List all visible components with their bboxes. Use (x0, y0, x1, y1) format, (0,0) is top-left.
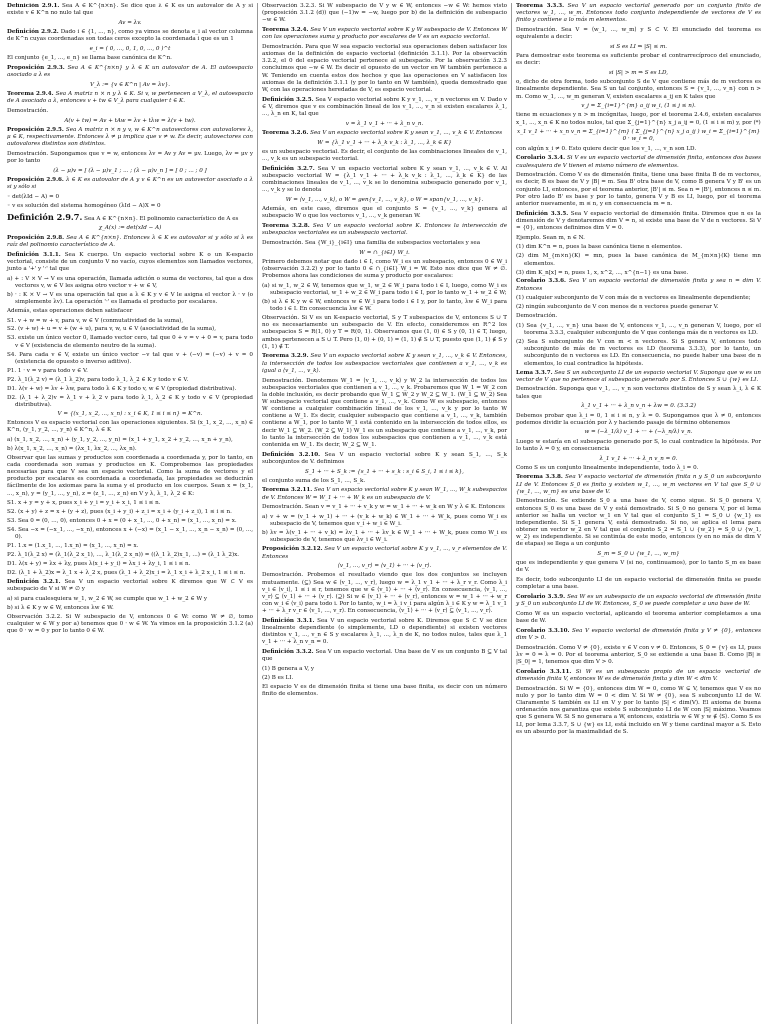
statement-heading: Teorema 3.3.8. (516, 474, 563, 481)
paragraph (7, 91, 253, 105)
paragraph (7, 29, 253, 43)
statement-heading: Definición 3.2.1. (7, 579, 61, 586)
statement-text: es un subespacio vectorial. Es decir, el conjunto de las combinaciones lineales de v_1, ..., v_k es un subespacio vectorial. (262, 148, 507, 162)
equation: e_i = ( 0, ..., 0, 1, 0, ..., 0 )^t (89, 45, 171, 52)
paragraph (7, 127, 253, 148)
equation: V = {(x_1, x_2, ..., x_n) : x_i ∈ K, 1 ≤ i ≤ n} = K^n. (57, 410, 203, 417)
equation: si S es LI ⇒ |S| ≤ m. (609, 43, 668, 50)
paragraph (516, 628, 761, 642)
statement-text: Demostración. Como V es de dimensión finita, tiene una base finita B de m vectores, es decir, B es base de V y |B| = m. Sea B' otra base de V, como B genera V y B' es un conjunto LI, entonces, por el teorema anterior, |B'| ≤ m. Sea n = |B'|, entonces n ≤ m. Por otro lado B' es base y por lo tanto, genera V y B es LI, luego, por el teorema anterior nuevamente, m ≤ n, y en consecuencia m = n. (516, 172, 761, 207)
statement-text: Observación. Si V es un K-espacio vectorial, S y T subespacios de V, entonces S ∪ T no es necesariamente un subespacio de V. En efecto, consideremos en R^2 los subespacios S = R(1, 0) y T = R(0, 1). Observamos que (1, 0) ∈ S y (0, 1) ∈ T, luego, ambos pertenecen a S ∪ T. Pero (1, 0) + (0, 1) = (1, 1) ∉ S ∪ T, puesto que (1, 1) ∉ S y (1, 1) ∉ T. (262, 315, 507, 350)
paragraph (516, 53, 761, 67)
statement-heading: Definición 3.1.1. (7, 251, 61, 258)
equation: x_1 v_1 + ··· + x_n v_n = Σ_{i=1}^{m} ( Σ_{j=1}^{n} x_j a_ij ) w_i = Σ_{i=1}^{m} 0 · w_i = 0, (516, 129, 761, 143)
statement-text: Demostración. Si W = {0}, entonces dim W = 0, como W ⊊ V, tenemos que V es no nulo y por lo tanto dim W = 0 < dim V. Si W ≠ {0}, sea S subconjunto LI de W. Claramente S también es LI en V y por lo tanto |S| < dim(V). El axioma de buena ordenación nos garantiza que existe S subconjunto LI de W con |S| máximo. Veamos que S genera W. Si S no generara a W, entonces, existiría w ∈ W y w ∉ ⟨S⟩. Como S es LI, por lema 3.3.7, S ∪ {w} es LI, está incluido en W y tiene cardinal mayor a S. Esto es un absurdo por la maximalidad de S. (516, 685, 761, 735)
statement-text: Sea V un espacio vectorial de dimensión finita y sea n = dim V. Entonces (516, 278, 762, 292)
equation: W = ⟨v_1, ..., v_k⟩, o W = gen{v_1, ..., v_k}, o W = span{v_1, ..., v_k}. (285, 196, 484, 203)
statement-heading: Proposición 2.9.8. (7, 234, 65, 241)
statement-text: Sea V un espacio vectorial. Una base de V es un conjunto B ⊆ V tal que (262, 649, 508, 663)
paragraph (516, 645, 761, 666)
list-item: S1. v + w = w + v, para v, w ∈ V (conmutatividad de la suma), (7, 317, 184, 324)
paragraph (262, 259, 507, 280)
statement-text: Demostración. Sean v = v_1 + ··· + v_k y w = w_1 + ··· + w_k en W y λ ∈ K. Entonces (262, 504, 505, 511)
equation: A(v + tw) = Av + tAw = λv + tλw = λ(v + tw). (64, 117, 196, 124)
list-item: a) v + w = (v_1 + w_1) + ··· + (v_k + w_k) ∈ W_1 + ··· + W_k, pues como W_i es subespacio de V, tenemos que v_i + w_i ∈ W_i. (262, 514, 507, 528)
paragraph (7, 420, 253, 434)
paragraph (7, 55, 253, 62)
list-item: S3. existe un único vector 0, llamado vector cero, tal que 0 + v = v + 0 = v, para todo v ∈ V (existencia de elemento neutro de la suma). (7, 335, 253, 349)
list-item: P2. λ_1(λ_2 v) = (λ_1 λ_2)v, para todo λ_1, λ_2 ∈ K y todo v ∈ V. (7, 376, 189, 383)
paragraph (262, 649, 507, 663)
list-item: (2) Sea S subconjunto de V con m < n vectores. Si S genera V, entonces todo subconjunto de más de m vectores es LD (teorema 3.3.3), por lo tanto, un subconjunto de n vectores es LD. En consecuencia, no puede haber una base de n elementos, lo cual contradice la hipótesis. (516, 339, 761, 367)
paragraph (262, 487, 507, 501)
list-item: (1) B genera a V, y (262, 666, 315, 673)
paragraph (516, 370, 761, 384)
equation: S_m = S_0 ∪ {w_1, ..., w_m} (597, 551, 680, 558)
statement-heading: Definición 2.9.1. (7, 3, 60, 9)
paragraph (516, 686, 761, 736)
statement-heading: Teorema 3.2.4. (262, 27, 309, 34)
statement-text: Entonces V es espacio vectorial con las operaciones siguientes. Si (x_1, x_2, ..., x_n) ∈ K^n, (y_1, y_2, ..., y_n) ∈ K^n, λ ∈ K (7, 419, 253, 434)
statement-text: Sea S un subconjunto LI de un espacio vectorial V. Suponga que w es un vector de V que no pertenece al subespacio generado por S. Entonces S ∪ {w} es LI. (516, 369, 761, 383)
equation: λ_1 v_1 + ··· + λ_n v_n = 0. (599, 455, 678, 462)
list-item: a) (x_1, x_2, ..., x_n) + (y_1, y_2, ..., y_n) = (x_1 + y_1, x_2 + y_2, ..., x_n + y_n), (7, 436, 233, 443)
statement-heading: Definición 3.3.5. (516, 210, 569, 217)
statement-text: Luego w estaría en el subespacio generado por S, lo cual contradice la hipótesis. Por lo tanto λ = 0 y, en consecuencia (516, 438, 761, 452)
paragraph (7, 235, 253, 249)
paragraph (516, 611, 761, 625)
list-item: (1) dim K^n = n, pues la base canónica tiene n elementos. (516, 244, 683, 251)
paragraph (516, 560, 761, 574)
statement-text: Sea K cuerpo. Un espacio vectorial sobre K o un K-espacio vectorial, consiste de un conjunto V no vacío, cuyos elementos son llamados vectores, junto a '+' y '·' tal que (7, 251, 253, 272)
paragraph (7, 212, 253, 223)
paragraph (516, 278, 761, 292)
list-item: S2. (x + y) + z = x + (y + z), pues (x_i + y_i) + z_i = x_i + (y_i + z_i), 1 ≤ i ≤ n. (7, 509, 232, 516)
equation: si |S| > m ⇒ S es LD, (608, 70, 669, 77)
list-item: ◦ det(λId − A) = 0 (7, 193, 60, 200)
paragraph (516, 211, 761, 232)
statement-text: Sea V un espacio vectorial sobre K. Entonces la intersección de subespacios vectoriales es un subespacio vectorial. (262, 222, 508, 237)
statement-heading: Corolario 3.3.4. (516, 155, 566, 162)
statement-text: El espacio V es de dimensión finita si tiene una base finita, es decir con un número finito de elementos. (262, 683, 507, 698)
paragraph (262, 97, 507, 118)
statement-heading: Definición 3.3.1. (262, 617, 315, 624)
list-item: (2) dim M_{m×n}(K) = mn, pues la base canónica de M_{m×n}(K) tiene mn elementos. (516, 253, 761, 267)
statement-text: Además, estas operaciones deben satisfacer (7, 307, 133, 314)
text-column-right (511, 3, 765, 1024)
statement-heading: Proposición 3.2.12. (262, 546, 323, 553)
statement-text: Ejemplo. Sean m, n ∈ N. (516, 234, 585, 241)
statement-text: Sea A matriz n × n y v, w ∈ K^n autovectores con autovalores λ, μ ∈ K, respectivamente. Entonces λ ≠ μ implica que v ≠ w. Es decir, autovectores con autovalores distintos son distintos. (7, 126, 254, 148)
statement-heading: Definición 2.9.7. (7, 211, 83, 222)
statement-heading: Corolario 3.3.10. (516, 627, 570, 634)
list-item: P1. 1 · v = v para todo v ∈ V. (7, 367, 88, 374)
paragraph (7, 151, 253, 165)
statement-heading: Proposición 2.9.3. (7, 64, 65, 71)
statement-text: Sea V un espacio vectorial sobre K y sean v_1, ..., v_k ∈ V. Entonces, la intersección de todos los subespacios vectoriales que contienen a v_1, ..., v_k es igual a ⟨v_1, ..., v_k⟩. (262, 353, 508, 374)
paragraph (516, 577, 761, 591)
statement-heading: Corolario 3.3.6. (516, 278, 566, 285)
list-item: b) · : K × V → V es una operación tal que a λ ∈ K y v ∈ V le asigna el vector λ · v (o simplemente λv). La operación '·' es llamada el producto por escalares. (7, 291, 253, 305)
statement-text: Si W es un subespacio propio de un espacio vectorial de dimensión finita V, entonces W es de dimensión finita y dim W < dim V. (516, 668, 761, 683)
statement-text: Debemos probar que λ_i = 0, 1 ≤ i ≤ n, y λ = 0. Supongamos que λ ≠ 0, entonces podemos dividir la ecuación por λ y haciendo pasaje de término obtenemos (516, 412, 761, 426)
paragraph (7, 308, 253, 315)
paragraph (262, 206, 507, 220)
statement-heading: Definición 3.2.7. (262, 165, 315, 172)
list-item: D2. (λ_1 + λ_2)v = λ_1 v + λ_2 v para todo λ_1, λ_2 ∈ K y todo v ∈ V (propiedad distributiva). (7, 394, 253, 408)
statement-text: Sea V un espacio vectorial sobre K y sean v_1, ..., v_k ∈ V. Entonces (310, 129, 503, 136)
statement-heading: Definición 2.9.2. (7, 29, 59, 36)
statement-text: λ ∈ K es autovalor de A y v ∈ K^n es un autovector asociado a λ si y sólo si (7, 176, 253, 191)
equation: W = {λ_1 v_1 + ··· + λ_k v_k : λ_1, ..., λ_k ∈ K} (317, 139, 452, 146)
list-item: (a) si w_1, w_2 ∈ W, tenemos que w_1, w_2 ∈ W_i para todo i ∈ I, luego, como W_i es subespacio vectorial, w_1 + w_2 ∈ W_i para todo i ∈ I, por lo tanto w_1 + w_2 ∈ W; (262, 282, 507, 296)
paragraph (516, 112, 761, 126)
statement-heading: Teorema 3.3.3. (516, 3, 565, 9)
list-item: a) + : V × V → V es una operación, llamada adición o suma de vectores, tal que a dos vectores v, w ∈ V les asigna otro vector v + w ∈ V, (7, 275, 253, 289)
paragraph (262, 546, 507, 560)
statement-text: Sea V espacio vectorial sobre K y v_1, ..., v_n vectores en V. Dado v ∈ V, diremos que v es combinación lineal de los v_1, ..., v_n si existen escalares λ_1, ..., λ_n en K, tal que (262, 96, 507, 117)
statement-text: Sea A ∈ K^{n×n}. El polinomio característico de A es (84, 215, 239, 222)
paragraph (262, 149, 507, 163)
paragraph (516, 27, 761, 41)
equation: S_1 + ··· + S_k := {s_1 + ··· + s_k : s_i ∈ S_i, 1 ≤ i ≤ k}, (305, 468, 464, 475)
paragraph (262, 240, 507, 247)
equation: Av = λv. (118, 19, 142, 26)
statement-text: Observar que las sumas y productos son coordenada a coordenada y, por lo tanto, en cada coordenada son sumas y productos en K. Comprobemos las propiedades necesarias para que V sea un espacio vectorial. Como la suma de vectores y el producto por escalares es coordenada a coordenada, las propiedades se deducirán fácilmente de los axiomas para la suma y el producto en los cuerpos. Sean x = (x_1, ..., x_n), y = (y_1, ..., y_n), z = (z_1, ..., z_n) en V y λ, λ_1, λ_2 ∈ K: (7, 454, 253, 497)
list-item: (3) dim K_n[x] = n, pues 1, x, x^2, ..., x^{n−1} es una base. (516, 269, 689, 276)
statement-text: Primero debemos notar que dado i ∈ I, como W_i es un subespacio, entonces 0 ∈ W_i (observación 3.2.2) y por lo tanto 0 ∈ ∩_{i∈I} W_i = W. Esto nos dice que W ≠ ∅. Probemos ahora las condiciones de suma y producto por escalares: (262, 258, 507, 280)
equation: χ_A(x) := det(xId − A) (98, 225, 162, 232)
paragraph (262, 478, 507, 485)
statement-text: Sea V un espacio vectorial generado por un conjunto finito de vectores w_1, ..., w_m. Entonces todo conjunto independiente de vectores de V es finito y contiene a lo más m elementos. (516, 3, 762, 24)
equation: (λ − μ)v = [ (λ − μ)v_1 ; ... ; (λ − μ)v_n ] = [ 0 ; ... ; 0 ] (53, 167, 207, 174)
list-item: D1. λ(x + y) = λx + λy, pues λ(x_i + y_i) = λx_i + λy_i, 1 ≤ i ≤ n. (7, 561, 191, 568)
paragraph (516, 498, 761, 548)
statement-heading: Lema 3.3.7. (516, 369, 553, 376)
list-item: P1. 1.x = (1.x_1, ..., 1.x_n) = (x_1, ..., x_n) = x. (7, 543, 139, 550)
statement-text: Demostración. (516, 313, 558, 320)
paragraph (7, 455, 253, 498)
statement-text: Demostración. Suponga que v_1, ..., v_n son vectores distintos de S y sean λ_i, λ ∈ K tales que (516, 386, 761, 400)
paragraph (516, 155, 761, 169)
statement-text: Como S es un conjunto linealmente independiente, todo λ_i = 0. (516, 464, 699, 471)
paragraph (7, 65, 253, 79)
list-item: S1. x + y = y + x, pues x_i + y_i = y_i + x_i, 1 ≤ i ≤ n. (7, 500, 161, 507)
text-column-middle (257, 3, 511, 1024)
paragraph (516, 3, 761, 24)
paragraph (7, 579, 253, 593)
statement-text: El conjunto {e_1, ..., e_n} se llama base canónica de K^n. (7, 55, 172, 62)
paragraph (262, 44, 507, 94)
statement-heading: Proposición 2.9.6. (7, 176, 64, 183)
paragraph (262, 378, 507, 450)
list-item: D2. (λ_1 + λ_2)x = λ_1 x + λ_2 x, pues (λ_1 + λ_2)x_i = λ_1 x_i + λ_2 x_i, 1 ≤ i ≤ n. (7, 570, 246, 577)
statement-text: Observación 3.2.3. Si W subespacio de V y w ∈ W, entonces −w ∈ W: hemos visto (proposición 3.1.2 (d)) que (−1)w = −w, luego por b) de la definición de subespacio −w ∈ W. (262, 3, 507, 24)
statement-heading: Teorema 3.2.8. (262, 222, 310, 229)
statement-heading: Teorema 3.2.9. (262, 353, 309, 360)
statement-text: Observación 3.2.2. Si W subespacio de V, entonces 0 ∈ W: como W ≠ ∅, tomo cualquier w ∈ W y por a) tenemos que 0 · w ∈ W. Ya vimos en la proposición 3.1.2 (a) que 0 · w = 0 y por lo tanto 0 ∈ W. (7, 613, 253, 635)
statement-text: Sea A matriz n × n y λ ∈ K. Si v, w pertenecen a V_λ, el autoespacio de A asociado a λ, entonces v + tw ∈ V_λ para cualquier t ∈ K. (7, 90, 254, 105)
paragraph (516, 146, 761, 153)
statement-text: Es decir, todo subconjunto LI de un espacio vectorial de dimensión finita se puede completar a una base. (516, 577, 761, 591)
statement-text: Demostración. (7, 107, 49, 114)
paragraph (7, 177, 253, 191)
paragraph (516, 594, 761, 608)
list-item: a) si para cualesquiera w_1, w_2 ∈ W, se cumple que w_1 + w_2 ∈ W y (7, 596, 208, 603)
paragraph (262, 27, 507, 41)
statement-heading: Proposición 2.9.5. (7, 126, 64, 133)
paragraph (7, 108, 253, 115)
paragraph (262, 3, 507, 24)
statement-text: el conjunto suma de los S_1, ..., S_k. (262, 477, 366, 484)
statement-heading: Definición 3.2.5. (262, 96, 314, 103)
paragraph (262, 130, 507, 137)
paragraph (262, 452, 507, 466)
statement-text: Si V es un espacio vectorial de dimensión finita, entonces dos bases cualesquiera de V tienen el mismo número de elementos. (516, 155, 761, 169)
list-item: (1) Sea {v_1, ..., v_n} una base de V, entonces v_1, ..., v_n generan V, luego, por el teorema 3.3.3, cualquier subconjunto de V que contenga más de n vectores es LD. (516, 323, 761, 337)
paragraph (262, 504, 507, 511)
statement-text: Sea A ∈ K^{n×n} y λ ∈ K un autovalor de A. El autoespacio asociado a λ es (7, 64, 253, 79)
statement-text: Sea A ∈ K^{n×n}. Se dice que λ ∈ K es un autovalor de A y si existe v ∈ K^n no nulo tal que (7, 3, 254, 17)
paragraph (262, 684, 507, 698)
list-item: (2) B es LI. (262, 675, 294, 682)
statement-text: Demostración. Supongamos que v = w, entonces λv = Av y Av = μv. Luego, λv = μv y por lo tanto (7, 150, 253, 164)
statement-text: Demostración. Probemos el resultado viendo que los dos conjuntos se incluyen mutuamente. (⊆) Sea w ∈ ⟨v_1, ..., v_r⟩, luego w = λ_1 v_1 + ··· + λ_r v_r. Como λ_i v_i ∈ ⟨v_i⟩, 1 ≤ i ≤ r, tenemos que w ∈ ⟨v_1⟩ + ··· + ⟨v_r⟩. En consecuencia, ⟨v_1, ..., v_r⟩ ⊆ ⟨v_1⟩ + ··· + ⟨v_r⟩. (⊇) Si w ∈ ⟨v_1⟩ + ··· + ⟨v_r⟩, entonces w = w_1 + ··· + w_r con w_i ∈ ⟨v_i⟩ para todo i. Por lo tanto, w_i = λ_i v_i para algún λ_i ∈ K y w = λ_1 v_1 + ··· + λ_r v_r ∈ ⟨v_1, ..., v_r⟩. En consecuencia, ⟨v_1⟩ + ··· + ⟨v_r⟩ ⊆ ⟨v_1, ..., v_r⟩. (262, 572, 507, 615)
paragraph (262, 353, 507, 374)
list-item: (2) ningún subconjunto de V con menos de n vectores puede generar V. (516, 304, 719, 311)
statement-text: Demostración. Como V ≠ {0}, existe v ∈ V con v ≠ 0. Entonces, S_0 = {v} es LI, pues λv = 0 ⇒ λ = 0. Por el teorema anterior, S_0 se extiende a una base B. Como |B| ≥ |S_0| = 1, tenemos que dim V > 0. (516, 644, 761, 666)
statement-text: Demostración. Sea V = ⟨w_1, ..., w_m⟩ y S ⊂ V. El enunciado del teorema es equivalente a decir: (516, 27, 761, 41)
statement-text: Demostración. Denotemos W_1 = ⟨v_1, ..., v_k⟩ y W_2 la intersección de todos los subespacios vectoriales que contienen a v_1, ..., v_k. Probaremos que W_1 = W_2 con la doble inclusión, es decir probando que W_1 ⊆ W_2 y W_2 ⊆ W_1. (W_1 ⊆ W_2) Sea W subespacio vectorial que contiene a v_1, ..., v_k. Como W es subespacio, entonces W contiene a cualquier combinación lineal de los v_1, ..., v_k y por lo tanto W contiene a W_1. Es decir, cualquier subespacio que contiene a v_1, ..., v_k, también contiene a W_1, por lo tanto W_1 está contenido en la intersección de todos ellos, es decir W_1 ⊆ W_2. (W_2 ⊆ W_1) W_1 es un subespacio que contiene a v_1, ..., v_k, por lo tanto la intersección de todos los subespacios que contienen a v_1, ..., v_k está contenida en W_1. Es decir, W_2 ⊆ W_1. (262, 377, 507, 448)
paragraph (7, 614, 253, 635)
list-item: ◦ v es solución del sistema homogéneo (λId − A)X = 0 (7, 202, 161, 209)
equation: w = (−λ_1/λ) v_1 + ··· + (−λ_n/λ) v_n. (584, 429, 693, 436)
paragraph (262, 223, 507, 237)
list-item: b) si λ ∈ K y w ∈ W, entonces λw ∈ W. (7, 604, 114, 611)
statement-text: Demostración. Sea {W_i}_{i∈I} una familia de subespacios vectoriales y sea (262, 239, 481, 246)
paragraph (262, 618, 507, 647)
paragraph (516, 313, 761, 320)
equation: λ_1 v_1 + ··· + λ_n v_n + λw = 0. (3.3.2) (581, 403, 696, 410)
list-item: (b) si λ ∈ K y w ∈ W, entonces w ∈ W_i para todo i ∈ I y, por lo tanto, λw ∈ W_i para todo i ∈ I. En consecuencia λw ∈ W. (262, 298, 507, 313)
list-item: S4. Para cada v ∈ V, existe un único vector −v tal que v + (−v) = (−v) + v = 0 (existencia de opuesto o inverso aditivo). (7, 351, 253, 365)
paragraph (516, 413, 761, 427)
statement-text: Sea V un espacio vectorial sobre K y sean v_1, ..., v_k ∈ V. Al subespacio vectorial W = {λ_1 v_1 + ··· + λ_k v_k : λ_1, ..., λ_k ∈ K} de las combinaciones lineales de v_1, ..., v_k se lo denomina subespacio generado por v_1, ..., v_k y se lo denota (262, 165, 508, 194)
paragraph (7, 3, 253, 17)
list-item: (1) cualquier subconjunto de V con más de n vectores es linealmente dependiente; (516, 295, 751, 302)
statement-text: Sea V espacio vectorial de dimensión finita n y S_0 un subconjunto LI de V. Entonces S_0 es finito y existen w_1, ..., w_m vectores en V tal que S_0 ∪ {w_1, ..., w_m} es una base de V. (516, 474, 761, 495)
statement-text: Sea V un espacio vectorial sobre K. Diremos que S ⊂ V se dice linealmente dependiente (o simplemente, LD o dependiente) si existen vectores distintos v_1, ..., v_n ∈ S y escalares λ_1, ..., λ_n de K, no todos nulos, tales que λ_1 v_1 + ··· + λ_n v_n = 0. (262, 617, 507, 646)
statement-text: Como W es un espacio vectorial, aplicando el teorema anterior completamos a una base de W. (516, 611, 761, 625)
list-item: D1. λ(v + w) = λv + λw, para todo λ ∈ K y todo v, w ∈ V (propiedad distributiva). (7, 385, 237, 392)
equation: ⟨v_1, ..., v_r⟩ = ⟨v_1⟩ + ··· + ⟨v_r⟩. (337, 563, 432, 570)
paragraph (516, 439, 761, 453)
equation: v = λ_1 v_1 + ··· + λ_n v_n. (345, 120, 424, 127)
list-item: S2. (v + w) + u = v + (w + u), para v, w, u ∈ V (asociatividad de la suma), (7, 326, 217, 333)
statement-text: Sea V un espacio vectorial sobre K y sean W_1, ..., W_k subespacios de V. Entonces W = W_1 + ··· + W_k es un subespacio de V. (262, 487, 507, 501)
list-item: P2. λ_1(λ_2 x) = (λ_1(λ_2 x_1), ..., λ_1(λ_2 x_n)) = ((λ_1 λ_2)x_1, ...) = (λ_1 λ_2)x. (7, 552, 240, 559)
statement-text: Sea V un espacio vectorial sobre K y v_1, ..., v_r elementos de V. Entonces (262, 546, 507, 560)
statement-text: o, dicho de otra forma, todo subconjunto S de V que contiene más de m vectores es linealmente dependiente. Sea S un tal conjunto, entonces S = {v_1, ..., v_n} con n > m. Como w_1, ..., w_m generan V, existen escalares a_ij en K tales que (516, 79, 761, 100)
statement-text: que es independiente y que genera V (si no, continuamos), por lo tanto S_m es base de V. (516, 560, 761, 574)
paragraph (516, 79, 761, 100)
paragraph (516, 474, 761, 495)
statement-heading: Teorema 3.2.6. (262, 129, 309, 136)
list-item: S4. Sea −x = (−x_1, ..., −x_n), entonces x + (−x) = (x_1 − x_1, ..., x_n − x_n) = (0, ..., 0). (7, 527, 253, 541)
statement-heading: Corolario 3.3.9. (516, 594, 566, 601)
statement-text: Sea V un espacio vectorial sobre K diremos que W ⊂ V es subespacio de V si W ≠ ∅ y (7, 579, 254, 593)
statement-text: Demostración. Para que W sea espacio vectorial sus operaciones deben satisfacer los axiomas de la definición de espacio vectorial (definición 3.1.1). Por la observación 3.2.2, el 0 del espacio vectorial pertenece al subespacio. Por la observación 3.2.3 concluimos que −w ∈ W. Es decir el opuesto de un vector en W también pertenece a W. Teniendo en cuenta estos dos hechos y que las operaciones en V satisfacen los axiomas de la definición 3.1.1 (y por lo tanto en W también), queda demostrado que W, con las operaciones heredadas de V, es espacio vectorial. (262, 43, 507, 93)
statement-text: Dado i ∈ {1, ..., n}, como ya vimos se denota e_i al vector columna de K^n cuyas coordenadas son todas ceros excepto la coordenada i que es un 1 (7, 29, 254, 43)
list-item: b) λ(x_1, x_2, ..., x_n) = (λx_1, λx_2, ..., λx_n). (7, 445, 137, 452)
statement-heading: Definición 3.3.2. (262, 649, 314, 656)
equation: v_j = Σ_{i=1}^{m} a_ij w_i, (1 ≤ j ≤ n). (581, 103, 696, 110)
statement-text: Sea V espacio vectorial de dimensión finita. Diremos que n es la dimensión de V y denotaremos dim V = n, si existe una base de V de n vectores. Si V = {0}, entonces definimos dim V = 0. (516, 210, 762, 231)
text-column-left (3, 3, 257, 1024)
statement-text: Sea V espacio vectorial de dimensión finita y V ≠ {0}, entonces dim V > 0. (516, 627, 761, 642)
statement-text: Sea V un espacio vectorial sobre K y W subespacio de V. Entonces W con las operaciones suma y producto por escalares de V es un espacio vectorial. (262, 27, 508, 41)
statement-text: Para demostrar este teorema es suficiente probar el contrarrecíproco del enunciado, es decir: (516, 53, 761, 67)
paragraph (516, 235, 761, 242)
statement-text: Además, en este caso, diremos que el conjunto S = {v_1, ..., v_k} genera al subespacio W o que los vectores v_1, ..., v_k generan W. (262, 206, 507, 220)
paragraph (516, 386, 761, 400)
paragraph (516, 172, 761, 208)
statement-heading: Corolario 3.3.11. (516, 668, 572, 675)
list-item: S3. Sea 0 = (0, ..., 0), entonces 0 + x = (0 + x_1, ..., 0 + x_n) = (x_1, ..., x_n) = x. (7, 518, 237, 525)
paragraph (516, 465, 761, 472)
statement-heading: Teorema 2.9.4. (7, 90, 54, 97)
list-item: b) λv = λ(v_1 + ··· + v_k) = λv_1 + ··· + λv_k ∈ W_1 + ··· + W_k, pues como W_i es subespacio de V, tenemos que λv_i ∈ W_i. (262, 530, 507, 544)
statement-heading: Teorema 3.2.11. (262, 487, 313, 494)
statement-heading: Definición 3.2.10. (262, 451, 321, 458)
statement-text: Demostración. Se extiende S_0 a una base de V, como sigue. Si S_0 genera V, entonces S_0 es una base de V y está demostrado. Si S_0 no genera V, por el lema anterior se halla un vector w_1 en V tal que el conjunto S_1 = S_0 ∪ {w_1} es independiente. Si S_1 genera V, está demostrado. Si no, se aplica el lema para obtener un vector w_2 en V tal que el conjunto S_2 = S_1 ∪ {w_2} = S_0 ∪ {w_1, w_2} es independiente. Si se continúa de este modo, entonces (y en no más de dim V de etapas) se llega a un conjunto (516, 498, 761, 548)
paragraph (516, 669, 761, 683)
statement-text: Sea W es un subespacio de un espacio vectorial de dimensión finita y S_0 un subconjunto LI de W. Entonces, S_0 se puede completar a una base de W. (516, 594, 762, 608)
statement-text: Sea A ∈ K^{n×n}. Entonces λ ∈ K es autovalor si y sólo si λ es raíz del polinomio característico de A. (7, 234, 253, 248)
paragraph (7, 252, 253, 273)
paragraph (262, 572, 507, 615)
paragraph (262, 315, 507, 351)
statement-text: Sea V un espacio vectorial sobre K y sean S_1, ..., S_k subconjuntos de V. definimos (262, 451, 508, 465)
equation: W = ∩_{i∈I} W_i. (359, 249, 410, 256)
equation: V_λ := {v ∈ K^n | Av = λv}. (89, 81, 171, 88)
paragraph (262, 166, 507, 195)
statement-text: con algún x_i ≠ 0. Esto quiere decir que los v_1, ..., v_n son LD. (516, 145, 697, 152)
statement-text: tiene m ecuaciones y n > m incógnitas, luego, por el teorema 2.4.6, existen escalares x_1, ..., x_n ∈ K no todos nulos, tal que Σ_{j=1}^{n} x_j a_ij = 0, (1 ≤ i ≤ m) y, por (*) (516, 112, 761, 126)
